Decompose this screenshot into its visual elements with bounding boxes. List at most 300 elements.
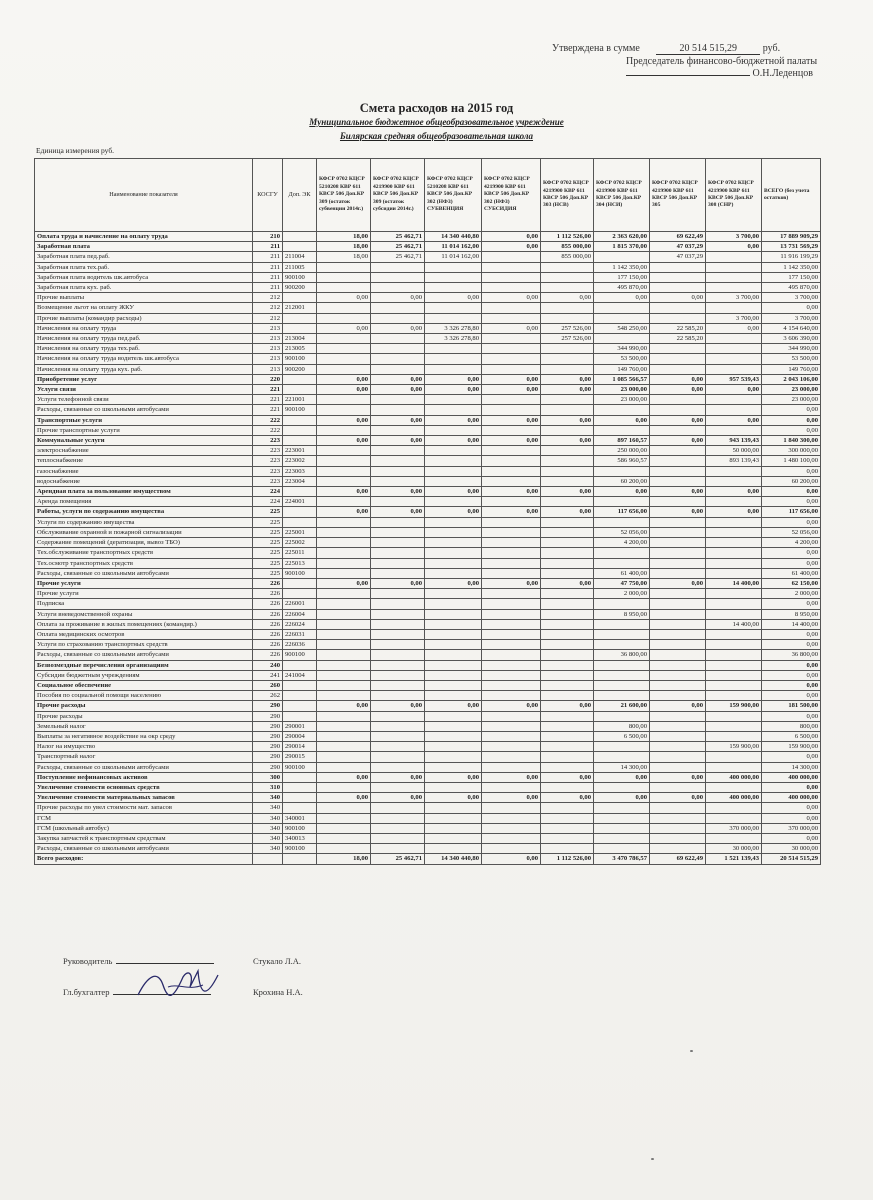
amount-cell (594, 813, 650, 823)
amount-cell: 3 606 390,00 (762, 334, 821, 344)
amount-cell (482, 742, 541, 752)
row-label-cell: Социальное обеспечение (35, 680, 253, 690)
amount-cell: 18,00 (317, 242, 371, 252)
amount-cell: 400 000,00 (762, 793, 821, 803)
amount-cell: 0,00 (482, 242, 541, 252)
amount-cell (371, 364, 425, 374)
amount-cell (317, 538, 371, 548)
table-row (35, 507, 821, 517)
table-row (35, 497, 821, 507)
dop-ek-cell: 900200 (283, 364, 317, 374)
amount-cell (371, 262, 425, 272)
amount-cell: 0,00 (650, 436, 706, 446)
accountant-label: Гл.бухгалтер (63, 987, 110, 997)
kosgu-cell: 226 (253, 640, 283, 650)
row-label-cell: Прочие транспортные услуги (35, 425, 253, 435)
amount-cell (594, 844, 650, 854)
amount-cell: 0,00 (482, 232, 541, 242)
amount-cell: 257 526,00 (541, 323, 594, 333)
amount-cell (425, 303, 482, 313)
amount-cell: 23 000,00 (762, 395, 821, 405)
amount-cell: 0,00 (762, 466, 821, 476)
row-label-cell: Арендная плата за пользование имуществом (35, 487, 253, 497)
table-header-row (35, 159, 821, 232)
amount-cell (541, 425, 594, 435)
amount-cell: 18,00 (317, 232, 371, 242)
amount-cell (371, 650, 425, 660)
row-label-cell: Прочие выплаты (командир расходы) (35, 313, 253, 323)
amount-cell (650, 466, 706, 476)
amount-cell: 3 700,00 (706, 293, 762, 303)
amount-cell (425, 476, 482, 486)
table-row (35, 823, 821, 833)
kosgu-cell: 213 (253, 344, 283, 354)
amount-cell: 53 500,00 (594, 354, 650, 364)
row-label-cell: Услуги вневедомственной охраны (35, 609, 253, 619)
amount-cell: 0,00 (317, 436, 371, 446)
amount-cell: 1 815 370,00 (594, 242, 650, 252)
amount-cell: 1 085 566,57 (594, 374, 650, 384)
amount-cell (650, 446, 706, 456)
amount-cell (541, 844, 594, 854)
amount-cell (541, 619, 594, 629)
amount-cell (650, 721, 706, 731)
dop-ek-cell (283, 425, 317, 435)
table-row (35, 415, 821, 425)
amount-cell (650, 609, 706, 619)
amount-cell: 22 585,20 (650, 323, 706, 333)
amount-cell (482, 833, 541, 843)
amount-cell: 300 000,00 (762, 446, 821, 456)
amount-cell (317, 558, 371, 568)
amount-cell (317, 405, 371, 415)
amount-cell (541, 568, 594, 578)
amount-cell (482, 691, 541, 701)
amount-cell (317, 691, 371, 701)
table-row (35, 833, 821, 843)
table-row (35, 660, 821, 670)
amount-cell (541, 283, 594, 293)
amount-cell: 53 500,00 (762, 354, 821, 364)
amount-cell: 495 870,00 (762, 283, 821, 293)
kosgu-cell: 226 (253, 609, 283, 619)
amount-cell: 0,00 (650, 374, 706, 384)
kosgu-cell: 210 (253, 232, 283, 242)
amount-cell: 0,00 (762, 303, 821, 313)
dop-ek-cell: 290014 (283, 742, 317, 752)
amount-cell (317, 344, 371, 354)
amount-cell (482, 721, 541, 731)
head-name: Стукало Л.А. (253, 956, 302, 966)
amount-cell: 855 000,00 (541, 242, 594, 252)
row-label-cell: газоснабжение (35, 466, 253, 476)
table-row (35, 395, 821, 405)
table-row (35, 476, 821, 486)
amount-cell: 0,00 (371, 793, 425, 803)
amount-cell (650, 558, 706, 568)
amount-cell: 60 200,00 (594, 476, 650, 486)
col-header-fund-3: КФСР 0702 КЦСР 5210208 КВР 611 КВСР 506 Доп.КР 302 (НФЗ) СУБВЕНЦИЯ (425, 159, 482, 232)
kosgu-cell: 340 (253, 844, 283, 854)
amount-cell: 14 300,00 (594, 762, 650, 772)
amount-cell (650, 405, 706, 415)
row-label-cell: Содержание помещений (дератизация, вывоз ТБО) (35, 538, 253, 548)
amount-cell (425, 782, 482, 792)
amount-cell: 0,00 (371, 323, 425, 333)
dop-ek-cell: 225013 (283, 558, 317, 568)
amount-cell: 0,00 (650, 793, 706, 803)
amount-cell (541, 589, 594, 599)
approval-sum: 20 514 515,29 (656, 43, 760, 55)
amount-cell: 0,00 (762, 405, 821, 415)
amount-cell (650, 640, 706, 650)
amount-cell: 0,00 (706, 242, 762, 252)
kosgu-cell: 262 (253, 691, 283, 701)
amount-cell: 22 585,20 (650, 334, 706, 344)
amount-cell (482, 640, 541, 650)
dop-ek-cell (283, 293, 317, 303)
amount-cell (541, 272, 594, 282)
dop-ek-cell (283, 323, 317, 333)
row-label-cell: Безвозмездные перечисления организациям (35, 660, 253, 670)
amount-cell: 0,00 (762, 660, 821, 670)
amount-cell: 2 000,00 (762, 589, 821, 599)
amount-cell (650, 691, 706, 701)
row-label-cell: Расходы, связанные со школьными автобусами (35, 762, 253, 772)
dop-ek-cell: 211005 (283, 262, 317, 272)
amount-cell: 2 363 620,00 (594, 232, 650, 242)
amount-cell (371, 476, 425, 486)
amount-cell: 1 112 526,00 (541, 232, 594, 242)
amount-cell: 0,00 (541, 436, 594, 446)
amount-cell (371, 568, 425, 578)
amount-cell (541, 680, 594, 690)
amount-cell: 25 462,71 (371, 854, 425, 864)
amount-cell (541, 670, 594, 680)
amount-cell: 23 000,00 (762, 385, 821, 395)
amount-cell (594, 711, 650, 721)
approval-line (552, 43, 780, 55)
amount-cell (706, 405, 762, 415)
row-label-cell: Транспортный налог (35, 752, 253, 762)
amount-cell (706, 334, 762, 344)
row-label-cell: Всего расходов: (35, 854, 253, 864)
dop-ek-cell (283, 793, 317, 803)
kosgu-cell: 213 (253, 323, 283, 333)
row-label-cell: теплоснабжение (35, 456, 253, 466)
row-label-cell: Закупка запчастей к транспортным средствам (35, 833, 253, 843)
amount-cell: 0,00 (762, 558, 821, 568)
amount-cell (650, 497, 706, 507)
table-row (35, 752, 821, 762)
amount-cell: 0,00 (541, 772, 594, 782)
amount-cell (425, 354, 482, 364)
amount-cell (541, 650, 594, 660)
amount-cell (594, 425, 650, 435)
amount-cell (706, 660, 762, 670)
amount-cell (541, 762, 594, 772)
amount-cell: 149 760,00 (762, 364, 821, 374)
amount-cell (371, 609, 425, 619)
amount-cell (706, 640, 762, 650)
kosgu-cell: 226 (253, 578, 283, 588)
amount-cell (541, 262, 594, 272)
col-header-name: Наименование показателя (35, 159, 253, 232)
table-row (35, 711, 821, 721)
amount-cell: 2 000,00 (594, 589, 650, 599)
table-row (35, 242, 821, 252)
amount-cell (541, 456, 594, 466)
amount-cell: 1 112 526,00 (541, 854, 594, 864)
amount-cell (425, 589, 482, 599)
amount-cell: 0,00 (425, 415, 482, 425)
amount-cell (317, 844, 371, 854)
amount-cell (371, 823, 425, 833)
amount-cell: 0,00 (482, 487, 541, 497)
kosgu-cell: 220 (253, 374, 283, 384)
amount-cell (317, 609, 371, 619)
dop-ek-cell (283, 232, 317, 242)
amount-cell (706, 762, 762, 772)
table-row (35, 436, 821, 446)
amount-cell: 3 700,00 (706, 313, 762, 323)
amount-cell (541, 364, 594, 374)
amount-cell (425, 844, 482, 854)
kosgu-cell: 211 (253, 252, 283, 262)
row-label-cell: Субсидии бюджетным учреждениям (35, 670, 253, 680)
dop-ek-cell: 900100 (283, 762, 317, 772)
dop-ek-cell: 223001 (283, 446, 317, 456)
amount-cell: 47 037,29 (650, 242, 706, 252)
dop-ek-cell (283, 660, 317, 670)
unit-label: Единица измерения руб. (36, 146, 115, 155)
amount-cell: 11 014 162,00 (425, 242, 482, 252)
kosgu-cell: 340 (253, 803, 283, 813)
amount-cell: 0,00 (650, 507, 706, 517)
dop-ek-cell: 226031 (283, 629, 317, 639)
amount-cell: 0,00 (371, 487, 425, 497)
amount-cell (706, 538, 762, 548)
amount-cell (706, 548, 762, 558)
amount-cell (541, 395, 594, 405)
amount-cell (541, 344, 594, 354)
amount-cell (371, 548, 425, 558)
amount-cell: 62 150,00 (762, 578, 821, 588)
amount-cell (371, 303, 425, 313)
amount-cell: 548 250,00 (594, 323, 650, 333)
table-row (35, 538, 821, 548)
row-label-cell: Выплаты за негативное воздействие на окр среду (35, 731, 253, 741)
row-label-cell: Коммунальные услуги (35, 436, 253, 446)
amount-cell (594, 660, 650, 670)
amount-cell: 0,00 (425, 793, 482, 803)
amount-cell (482, 456, 541, 466)
amount-cell (482, 395, 541, 405)
amount-cell (317, 762, 371, 772)
amount-cell (317, 650, 371, 660)
dop-ek-cell (283, 680, 317, 690)
amount-cell: 0,00 (482, 793, 541, 803)
amount-cell: 0,00 (371, 578, 425, 588)
kosgu-cell: 226 (253, 589, 283, 599)
approval-label: Утверждена в сумме (552, 43, 640, 54)
amount-cell: 400 000,00 (706, 772, 762, 782)
amount-cell (594, 680, 650, 690)
dop-ek-cell: 225011 (283, 548, 317, 558)
col-header-fund-7: КФСР 0702 КЦСР 4219900 КВР 611 КВСР 506 Доп.КР 305 (650, 159, 706, 232)
amount-cell (425, 762, 482, 772)
amount-cell (371, 762, 425, 772)
amount-cell (371, 497, 425, 507)
amount-cell: 159 900,00 (762, 742, 821, 752)
dop-ek-cell (283, 854, 317, 864)
amount-cell (317, 272, 371, 282)
amount-cell (425, 670, 482, 680)
amount-cell (317, 476, 371, 486)
row-label-cell: Заработная плата водитель шк.автобуса (35, 272, 253, 282)
dop-ek-cell: 290001 (283, 721, 317, 731)
amount-cell (425, 599, 482, 609)
amount-cell (371, 344, 425, 354)
amount-cell (706, 558, 762, 568)
amount-cell (371, 313, 425, 323)
amount-cell: 0,00 (425, 374, 482, 384)
table-row (35, 742, 821, 752)
dop-ek-cell: 223003 (283, 466, 317, 476)
amount-cell (482, 619, 541, 629)
amount-cell: 0,00 (650, 578, 706, 588)
amount-cell (482, 466, 541, 476)
kosgu-cell: 213 (253, 334, 283, 344)
amount-cell (482, 629, 541, 639)
amount-cell (371, 833, 425, 843)
amount-cell (594, 466, 650, 476)
amount-cell (650, 813, 706, 823)
amount-cell (317, 742, 371, 752)
amount-cell: 0,00 (541, 415, 594, 425)
amount-cell (425, 640, 482, 650)
col-header-fund-1: КФСР 0702 КЦСР 5210208 КВР 611 КВСР 506 Доп.КР 309 (остаток субвенции 2014г.) (317, 159, 371, 232)
amount-cell (482, 303, 541, 313)
amount-cell (482, 354, 541, 364)
amount-cell (371, 619, 425, 629)
amount-cell (371, 334, 425, 344)
amount-cell (706, 813, 762, 823)
amount-cell (594, 517, 650, 527)
amount-cell: 0,00 (482, 374, 541, 384)
amount-cell (425, 364, 482, 374)
amount-cell (706, 803, 762, 813)
amount-cell (317, 527, 371, 537)
table-row (35, 334, 821, 344)
amount-cell (425, 456, 482, 466)
table-row (35, 405, 821, 415)
amount-cell (541, 303, 594, 313)
paper-speck (651, 1158, 654, 1160)
amount-cell (482, 599, 541, 609)
amount-cell (594, 303, 650, 313)
amount-cell (541, 721, 594, 731)
amount-cell: 0,00 (425, 293, 482, 303)
row-label-cell: Прочие расходы по увел стоимости мат. запасов (35, 803, 253, 813)
col-header-kosgu: КОСГУ (253, 159, 283, 232)
amount-cell: 1 521 139,43 (706, 854, 762, 864)
row-label-cell: Прочие услуги (35, 589, 253, 599)
kosgu-cell: 290 (253, 721, 283, 731)
kosgu-cell: 213 (253, 354, 283, 364)
amount-cell (317, 782, 371, 792)
amount-cell (541, 446, 594, 456)
amount-cell (594, 619, 650, 629)
kosgu-cell: 211 (253, 262, 283, 272)
amount-cell: 0,00 (650, 487, 706, 497)
chair-signature (626, 68, 813, 79)
dop-ek-cell (283, 242, 317, 252)
amount-cell: 0,00 (371, 293, 425, 303)
amount-cell (594, 405, 650, 415)
amount-cell: 0,00 (482, 415, 541, 425)
row-label-cell: электроснабжение (35, 446, 253, 456)
amount-cell (482, 517, 541, 527)
table-row (35, 527, 821, 537)
amount-cell: 20 514 515,29 (762, 854, 821, 864)
amount-cell: 893 139,43 (706, 456, 762, 466)
kosgu-cell: 226 (253, 629, 283, 639)
amount-cell (706, 731, 762, 741)
amount-cell (371, 272, 425, 282)
kosgu-cell: 223 (253, 466, 283, 476)
amount-cell: 0,00 (425, 701, 482, 711)
dop-ek-cell: 221001 (283, 395, 317, 405)
amount-cell (650, 711, 706, 721)
row-label-cell: Расходы, связанные со школьными автобусами (35, 405, 253, 415)
amount-cell (425, 548, 482, 558)
amount-cell (482, 660, 541, 670)
amount-cell: 0,00 (594, 772, 650, 782)
table-row (35, 609, 821, 619)
row-label-cell: Подписка (35, 599, 253, 609)
amount-cell (371, 354, 425, 364)
kosgu-cell: 224 (253, 487, 283, 497)
amount-cell (317, 568, 371, 578)
amount-cell (425, 527, 482, 537)
kosgu-cell: 221 (253, 405, 283, 415)
amount-cell: 0,00 (482, 701, 541, 711)
amount-cell: 3 470 786,57 (594, 854, 650, 864)
amount-cell: 0,00 (706, 323, 762, 333)
kosgu-cell: 290 (253, 701, 283, 711)
table-row (35, 456, 821, 466)
dop-ek-cell (283, 589, 317, 599)
kosgu-cell: 300 (253, 772, 283, 782)
amount-cell (425, 752, 482, 762)
head-label: Руководитель (63, 956, 113, 966)
amount-cell: 0,00 (371, 507, 425, 517)
amount-cell (541, 833, 594, 843)
amount-cell: 17 889 909,29 (762, 232, 821, 242)
amount-cell: 0,00 (762, 548, 821, 558)
amount-cell (425, 405, 482, 415)
amount-cell (425, 742, 482, 752)
table-row (35, 629, 821, 639)
dop-ek-cell: 225002 (283, 538, 317, 548)
amount-cell: 0,00 (371, 436, 425, 446)
row-label-cell: ГСМ (35, 813, 253, 823)
amount-cell (594, 558, 650, 568)
dop-ek-cell (283, 691, 317, 701)
dop-ek-cell: 224001 (283, 497, 317, 507)
amount-cell: 117 656,00 (762, 507, 821, 517)
